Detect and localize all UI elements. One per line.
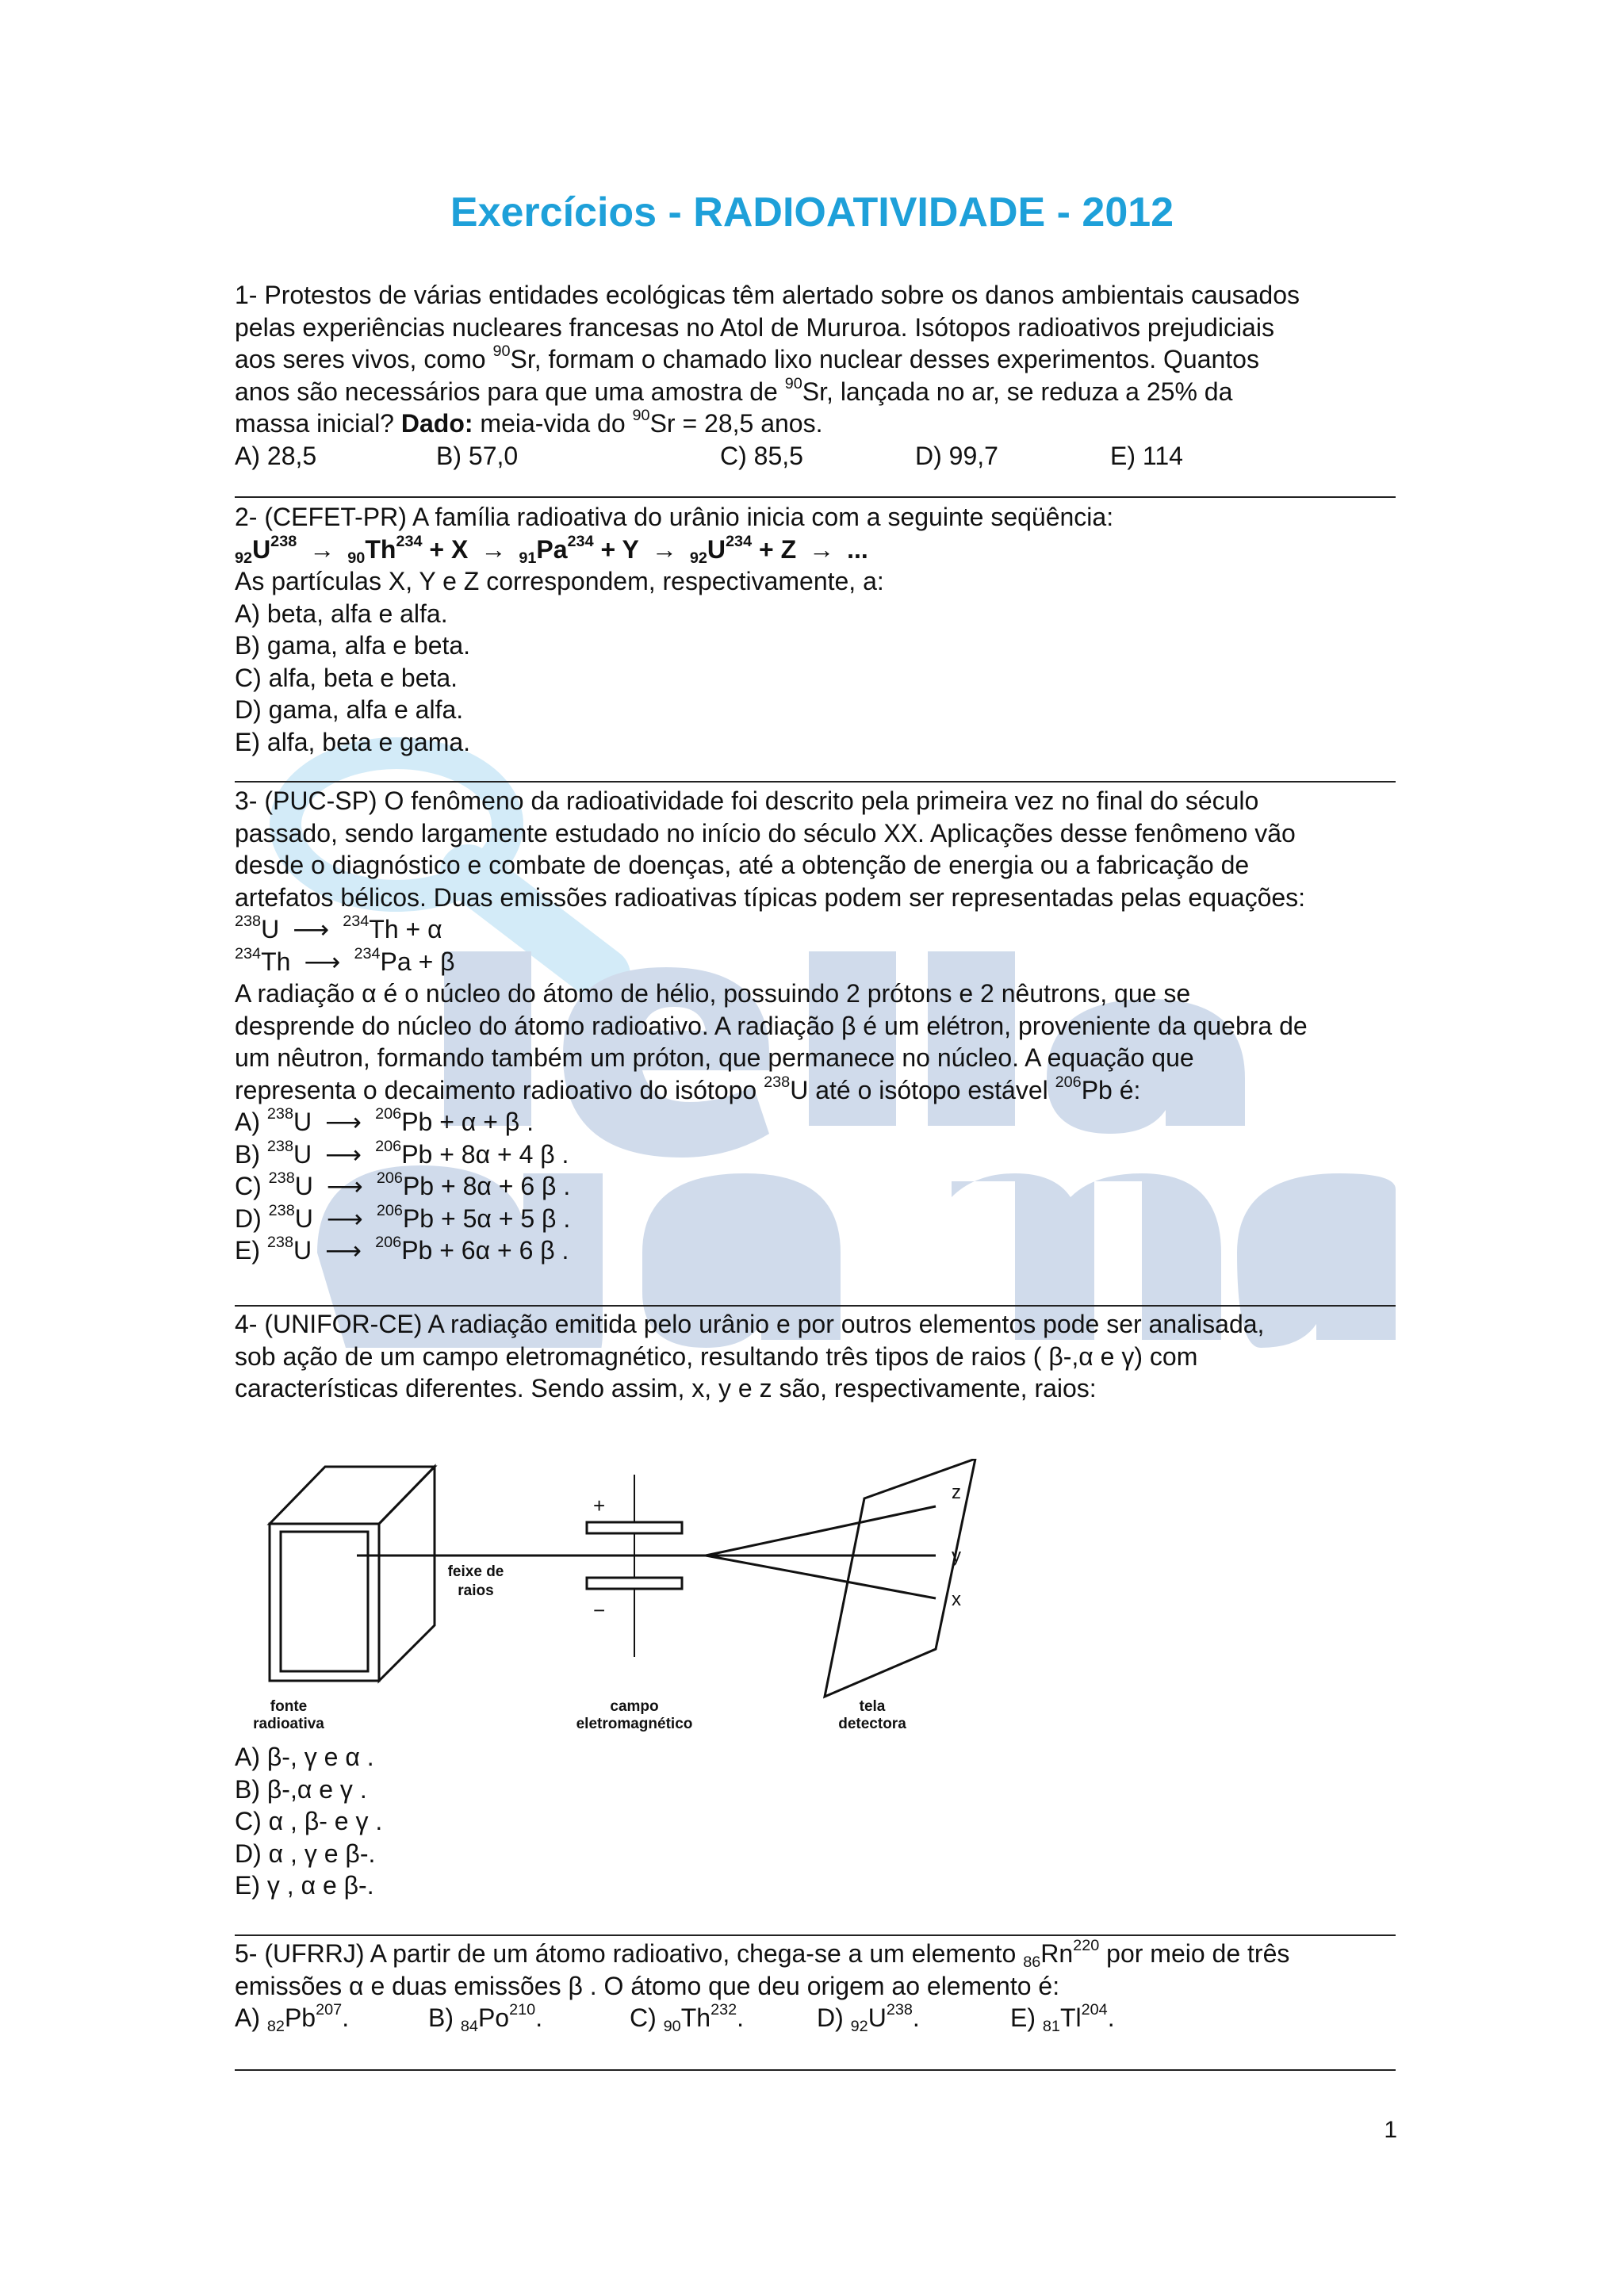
source-slab <box>270 1467 435 1681</box>
q2-option-e: E) alfa, beta e gama. <box>235 727 471 756</box>
q4-option-a: A) β-, γ e α . <box>235 1743 374 1771</box>
q3-option-e: E) $^{238}$U ⟶ $^{206}$Pb + 6α + 6 β . <box>235 1234 569 1265</box>
q5-option-e: E) $_{81}Tl^{204}$. <box>1010 2001 1115 2035</box>
deflected-rays <box>706 1506 936 1598</box>
q5-line: emissões α e duas emissões β . O átomo que deu origem ao elemento é: <box>235 1971 1060 2000</box>
q1-line: anos são necessários para que uma amostra de $^{90}$Sr, lançada no ar, se reduza a 25% da <box>235 374 1233 406</box>
q3-line: desde o diagnóstico e combate de doenças, até a obtenção de energia ou a fabricação de <box>235 851 1250 879</box>
q4-option-c: C) α , β- e γ . <box>235 1807 383 1835</box>
ray-label-z: z <box>952 1482 961 1503</box>
question-4 <box>235 1308 1392 1405</box>
divider <box>235 2069 1396 2071</box>
q3-line: um nêutron, formando também um próton, que permanece no núcleo. A equação que <box>235 1043 1194 1072</box>
q2-option-d: D) gama, alfa e alfa. <box>235 695 464 724</box>
minus-sign: − <box>593 1598 606 1622</box>
q3-line: passado, sendo largamente estudado no início do século XX. Aplicações desse fenômeno vão <box>235 818 1296 848</box>
q1-option-a: A) 28,5 <box>235 441 317 470</box>
q4-option-d: D) α , γ e β-. <box>235 1839 376 1868</box>
ray-label-x: x <box>952 1589 961 1610</box>
q1-options <box>235 440 1392 473</box>
q5-option-b: B) $_{84}Po^{210}$. <box>428 2001 543 2035</box>
page-number: 1 <box>1384 2117 1397 2143</box>
q3-line: artefatos bélicos. Duas emissões radioativas típicas podem ser representadas pelas equações: <box>235 882 1306 912</box>
screen-label: tela detectora <box>838 1698 906 1732</box>
q1-line: massa inicial? Dado: meia-vida do $^{90}$Sr = 28,5 anos. <box>235 407 823 438</box>
q3-line: A radiação α é o núcleo do átomo de hélio, possuindo 2 prótons e 2 nêutrons, que se <box>235 979 1191 1008</box>
q3-option-d: D) $^{238}$U ⟶ $^{206}$Pb + 5α + 5 β . <box>235 1201 571 1233</box>
divider <box>235 1934 1396 1936</box>
q5-options <box>235 2002 1392 2034</box>
plus-sign: + <box>593 1494 606 1517</box>
q4-line: sob ação de um campo eletromagnético, resultando três tipos de raios ( β-,α e γ) com <box>235 1341 1198 1371</box>
q1-line: 1- Protestos de várias entidades ecológicas têm alertado sobre os danos ambientais causados <box>235 281 1300 309</box>
divider <box>235 781 1396 783</box>
q2-line: 2- (CEFET-PR) A família radioativa do urânio inicia com a seguinte seqüência: <box>235 503 1114 531</box>
field-label: campo eletromagnético <box>576 1698 693 1732</box>
q5-option-c: C) $_{90}Th^{232}$. <box>630 2001 745 2035</box>
q3-equation-2: $^{234}$Th ⟶ $^{234}$Pa + β <box>235 944 455 976</box>
question-1 <box>235 279 1392 472</box>
q4-option-e: E) γ , α e β-. <box>235 1871 374 1900</box>
q2-equation: $_{92}U^{238} \to _{90}Th^{234} + X \to _{91}Pa^{234} + Y \to _{92}U^{234} + Z$ → ... <box>235 532 868 567</box>
page-title: Exercícios - RADIOATIVIDADE - 2012 <box>450 189 1174 235</box>
q3-line: desprende do núcleo do átomo radioativo. A radiação β é um elétron, proveniente da quebra de <box>235 1011 1308 1040</box>
q3-line: 3- (PUC-SP) O fenômeno da radioatividade foi descrito pela primeira vez no final do século <box>235 786 1259 815</box>
q3-option-c: C) $^{238}$U ⟶ $^{206}$Pb + 8α + 6 β . <box>235 1169 571 1200</box>
question-2 <box>235 501 1392 758</box>
q2-option-c: C) alfa, beta e beta. <box>235 663 458 692</box>
positive-plate <box>587 1522 682 1533</box>
q4-option-b: B) β-,α e γ . <box>235 1774 367 1804</box>
q4-options <box>235 1741 1392 1902</box>
q4-line: 4- (UNIFOR-CE) A radiação emitida pelo urânio e por outros elementos pode ser analisada, <box>235 1310 1265 1338</box>
q3-option-b: B) $^{238}$U ⟶ $^{206}$Pb + 8α + 4 β . <box>235 1137 569 1169</box>
ray-label-y: y <box>952 1545 961 1567</box>
source-label: fonte radioativa <box>253 1698 324 1732</box>
q5-option-a: A) $_{82}Pb^{207}$. <box>235 2001 350 2035</box>
negative-plate <box>587 1578 682 1589</box>
beam-label: feixe de raios <box>447 1563 504 1599</box>
q1-option-c: C) 85,5 <box>720 441 803 470</box>
q4-line: características diferentes. Sendo assim, x, y e z são, respectivamente, raios: <box>235 1374 1097 1402</box>
q3-line: representa o decaimento radioativo do isótopo $^{238}$U até o isótopo estável $^{206}$Pb é: <box>235 1073 1141 1104</box>
question-3 <box>235 785 1392 1267</box>
q1-option-e: E) 114 <box>1110 441 1183 470</box>
q2-option-b: B) gama, alfa e beta. <box>235 631 471 660</box>
q2-line: As partículas X, Y e Z correspondem, respectivamente, a: <box>235 567 884 595</box>
divider <box>235 496 1396 498</box>
q3-option-a: A) $^{238}$U ⟶ $^{206}$Pb + α + β . <box>235 1105 534 1136</box>
q3-equation-1: $^{238}$U ⟶ $^{234}$Th + α <box>235 913 442 943</box>
q1-line: pelas experiências nucleares francesas no Atol de Mururoa. Isótopos radioativos prejudiciais <box>235 312 1274 342</box>
divider <box>235 1305 1396 1307</box>
question-5 <box>235 1938 1392 2034</box>
radiation-deflection-diagram <box>238 1459 1031 1744</box>
q5-line: 5- (UFRRJ) A partir de um átomo radioativo, chega-se a um elemento $_{86}Rn^{220}$ por meio de três <box>235 1937 1290 1971</box>
q1-line: aos seres vivos, como $^{90}$Sr, formam o chamado lixo nuclear desses experimentos. Quantos <box>235 342 1259 373</box>
q2-option-a: A) beta, alfa e alfa. <box>235 599 448 628</box>
q1-option-d: D) 99,7 <box>915 441 998 470</box>
q5-option-d: D) $_{92}U^{238}$. <box>817 2001 920 2035</box>
q1-option-b: B) 57,0 <box>436 441 519 470</box>
